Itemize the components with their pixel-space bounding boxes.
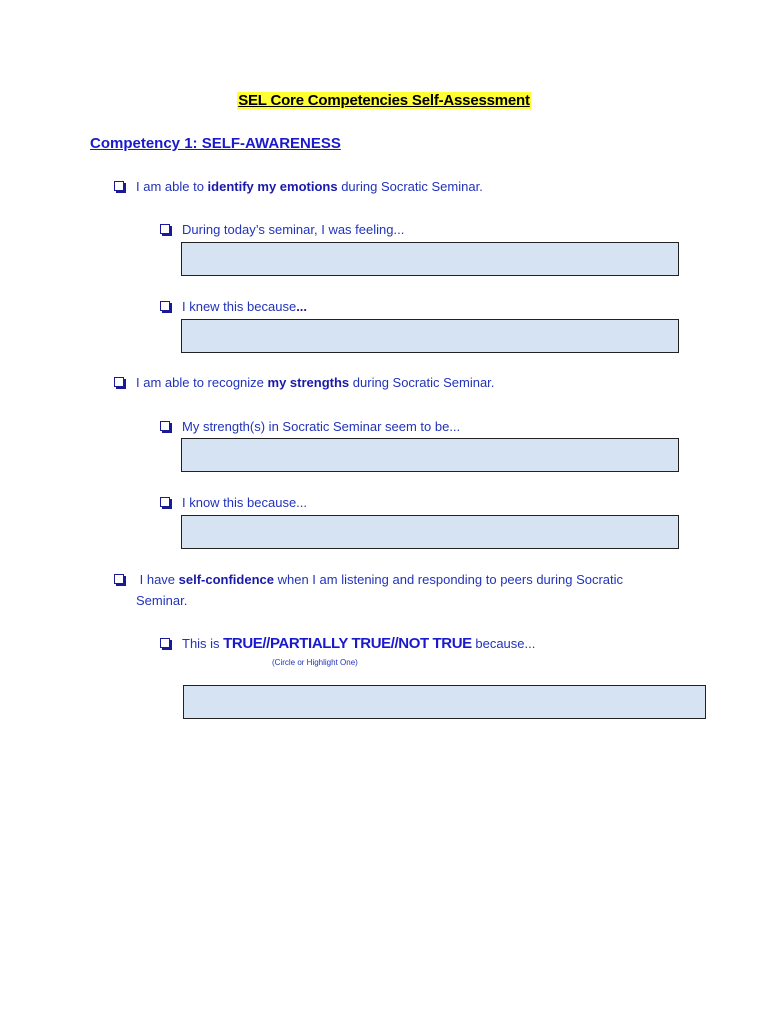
competency-heading: Competency 1: SELF-AWARENESS xyxy=(90,135,341,152)
q1-text-pre: I am able to xyxy=(136,179,208,194)
checkbox-icon[interactable] xyxy=(160,497,170,507)
strengths-answer-field[interactable] xyxy=(181,438,679,472)
checkbox-icon[interactable] xyxy=(114,181,124,191)
q2a-text: My strength(s) in Socratic Seminar seem to be... xyxy=(182,419,461,434)
question-3 xyxy=(114,569,674,611)
self-confidence-answer-field[interactable] xyxy=(183,685,706,719)
question-2b xyxy=(160,492,307,513)
question-3a xyxy=(160,633,535,654)
q3-text-post: when I am listening and responding to peers during Socratic xyxy=(274,572,624,587)
q3a-text-post: because... xyxy=(471,636,536,651)
checkbox-icon[interactable] xyxy=(160,638,170,648)
feeling-answer-field[interactable] xyxy=(181,242,679,276)
page-title: SEL Core Competencies Self-Assessment xyxy=(238,92,530,109)
question-1b xyxy=(160,296,307,317)
q3-text-line2: Seminar. xyxy=(136,593,188,608)
q2-text-post: during Socratic Seminar. xyxy=(349,375,495,390)
q1b-text-pre: I knew this because xyxy=(182,299,297,314)
knew-because-answer-field[interactable] xyxy=(181,319,679,353)
q1a-text: During today’s seminar, I was feeling... xyxy=(182,222,405,237)
circle-note: (Circle or Highlight One) xyxy=(272,658,358,667)
question-1a xyxy=(160,219,404,240)
page-title-wrap xyxy=(0,92,768,110)
checkbox-icon[interactable] xyxy=(160,224,170,234)
q1-text-post: during Socratic Seminar. xyxy=(337,179,483,194)
q3a-text-pre: This is xyxy=(182,636,224,651)
q3a-text-options: TRUE//PARTIALLY TRUE//NOT TRUE xyxy=(223,635,472,652)
q3-text-bold: self-confidence xyxy=(178,572,274,587)
checkbox-icon[interactable] xyxy=(160,301,170,311)
question-2 xyxy=(114,372,494,393)
q2b-text: I know this because... xyxy=(182,495,308,510)
checkbox-icon[interactable] xyxy=(160,421,170,431)
checkbox-icon[interactable] xyxy=(114,574,124,584)
q3-text-pre: I have xyxy=(136,572,179,587)
question-1 xyxy=(114,176,483,197)
question-2a xyxy=(160,416,460,437)
q1-text-bold: identify my emotions xyxy=(207,179,338,194)
checkbox-icon[interactable] xyxy=(114,377,124,387)
q2-text-bold: my strengths xyxy=(267,375,350,390)
q1b-text-bold: ... xyxy=(296,299,308,314)
know-because-answer-field[interactable] xyxy=(181,515,679,549)
q2-text-pre: I am able to recognize xyxy=(136,375,268,390)
